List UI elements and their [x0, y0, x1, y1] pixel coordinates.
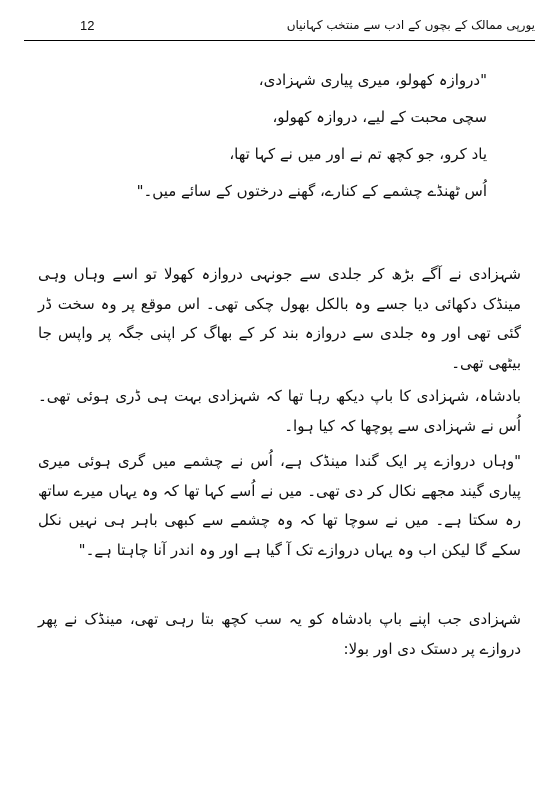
poem-verse — [38, 62, 487, 210]
paragraph: شہزادی نے آگے بڑھ کر جلدی سے جونہی دروازہ کھولا تو اسے وہاں وہی مینڈک دکھائی دیا جسے وہ بالکل بھول چکی تھی۔ اس موقع پر وہ سخت ڈر گئی تھی اور وہ جلدی سے دروازہ بند کر کے بھاگ کر اپنی جگہ پر واپس جا بیٹھی تھی۔ — [38, 265, 521, 372]
paragraph: "وہاں دروازے پر ایک گندا مینڈک ہے، اُس نے چشمے میں گری ہوئی میری پیاری گیند مجھے نکال کر دی تھی۔ میں نے اُسے کہا تھا کہ وہ یہاں میرے ساتھ رہ سکتا ہے۔ میں نے سوچا تھا کہ وہ چشمے سے کبھی باہر ہی نہیں نکل سکے گا لیکن اب وہ یہاں دروازے تک آ گیا ہے اور وہ اندر آنا چاہتا ہے۔" — [38, 452, 521, 559]
verse-line: اُس ٹھنڈے چشمے کے کنارے، گھنے درختوں کے سائے میں۔" — [136, 182, 487, 200]
page-body — [38, 62, 521, 664]
verse-line: "دروازہ کھولو، میری پیاری شہزادی، — [258, 71, 487, 89]
paragraph: بادشاہ، شہزادی کا باپ دیکھ رہا تھا کہ شہزادی بہت ہی ڈری ہوئی تھی۔ اُس نے شہزادی سے پوچھا کہ کیا ہوا۔ — [38, 387, 521, 435]
paragraph: شہزادی جب اپنے باپ بادشاہ کو یہ سب کچھ بتا رہی تھی، مینڈک نے پھر دروازے پر دستک دی اور بولا: — [38, 610, 521, 658]
verse-line: سچی محبت کے لیے، دروازہ کھولو، — [272, 108, 487, 126]
page-header — [24, 14, 535, 41]
page-number: 12 — [80, 18, 95, 33]
verse-line: یاد کرو، جو کچھ تم نے اور میں نے کہا تھا، — [229, 145, 487, 163]
book-title: یورپی ممالک کے بچوں کے ادب سے منتخب کہانیاں — [286, 18, 535, 32]
